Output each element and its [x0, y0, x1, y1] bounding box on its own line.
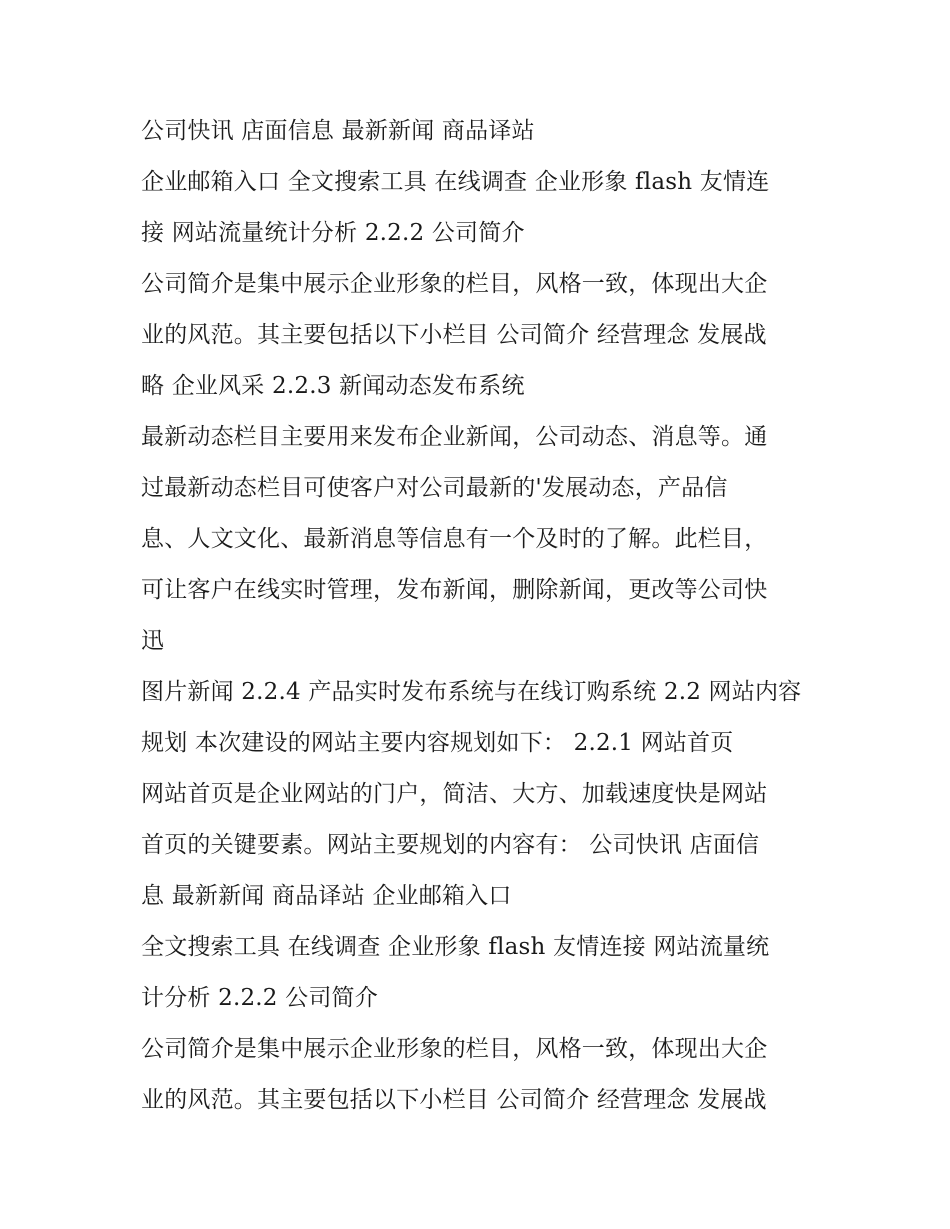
- text-line: 规划 本次建设的网站主要内容规划如下： 2.2.1 网站首页: [141, 730, 734, 756]
- text-line: 首页的关键要素。网站主要规划的内容有： 公司快讯 店面信: [141, 832, 760, 858]
- text-line: 网站首页是企业网站的门户，简洁、大方、加载速度快是网站: [141, 781, 768, 807]
- text-line: 息、人文文化、最新消息等信息有一个及时的了解。此栏目，: [141, 526, 768, 552]
- text-line: 可让客户在线实时管理，发布新闻，删除新闻，更改等公司快: [141, 577, 768, 603]
- text-line: 企业邮箱入口 全文搜索工具 在线调查 企业形象 flash 友情连: [141, 169, 770, 195]
- text-line: 计分析 2.2.2 公司简介: [141, 985, 378, 1011]
- text-line: 接 网站流量统计分析 2.2.2 公司简介: [141, 220, 525, 246]
- text-line: 最新动态栏目主要用来发布企业新闻，公司动态、消息等。通: [141, 424, 768, 450]
- text-line: 公司快讯 店面信息 最新新闻 商品译站: [141, 118, 535, 144]
- text-line: 业的风范。其主要包括以下小栏目 公司简介 经营理念 发展战: [141, 322, 767, 348]
- text-line: 息 最新新闻 商品译站 企业邮箱入口: [141, 883, 512, 909]
- text-line: 略 企业风采 2.2.3 新闻动态发布系统: [141, 373, 525, 399]
- text-line: 迅: [141, 628, 165, 654]
- text-line: 图片新闻 2.2.4 产品实时发布系统与在线订购系统 2.2 网站内容: [141, 679, 802, 705]
- text-line: 公司简介是集中展示企业形象的栏目，风格一致，体现出大企: [141, 1036, 768, 1062]
- text-line: 全文搜索工具 在线调查 企业形象 flash 友情连接 网站流量统: [141, 934, 770, 960]
- text-line: 公司简介是集中展示企业形象的栏目，风格一致，体现出大企: [141, 271, 768, 297]
- body-text: [141, 106, 821, 1126]
- text-line: 业的风范。其主要包括以下小栏目 公司简介 经营理念 发展战: [141, 1087, 767, 1113]
- text-line: 过最新动态栏目可使客户对公司最新的'发展动态，产品信: [141, 475, 728, 501]
